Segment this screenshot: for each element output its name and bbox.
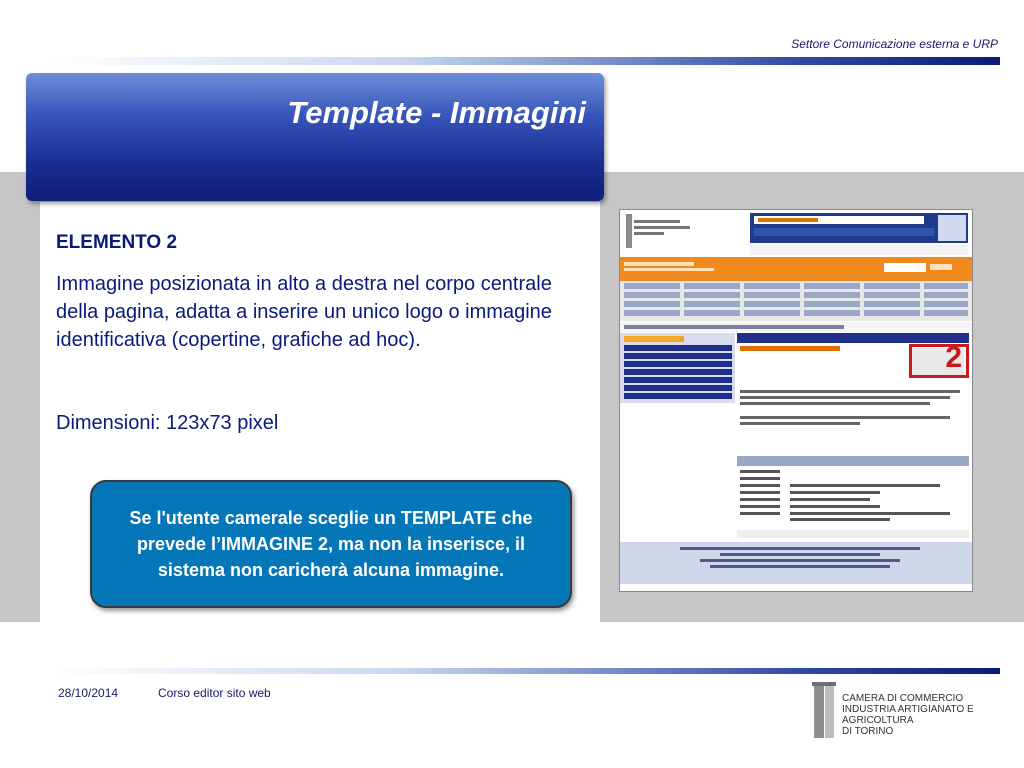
footer-line	[0, 668, 1000, 674]
element-dimensions: Dimensioni: 123x73 pixel	[56, 412, 279, 434]
footer-course: Corso editor sito web	[158, 686, 271, 700]
callout-box	[90, 480, 572, 608]
footer-date: 28/10/2014	[58, 686, 119, 700]
slide-title: Template - Immagini	[287, 95, 586, 130]
logo-line-1: CAMERA DI COMMERCIO	[842, 693, 964, 704]
chamber-logo-text	[842, 693, 1024, 737]
chamber-logo-icon	[812, 682, 838, 740]
logo-line-3: DI TORINO	[842, 726, 894, 737]
website-screenshot	[619, 209, 973, 592]
marker-number: 2	[945, 341, 962, 374]
element-heading: ELEMENTO 2	[56, 232, 178, 253]
header-section-label: Settore Comunicazione esterna e URP	[791, 37, 998, 51]
header-line	[0, 57, 1000, 65]
logo-line-2: INDUSTRIA ARTIGIANATO E AGRICOLTURA	[842, 704, 974, 726]
image-2-marker	[909, 341, 969, 378]
callout-text: Se l'utente camerale sceglie un TEMPLATE che prevede l’IMMAGINE 2, ma non la inserisce, il sistema non caricherà alcuna immagine.	[129, 508, 533, 580]
website-screenshot-graphic	[620, 210, 972, 591]
title-box	[26, 73, 604, 201]
element-description: Immagine posizionata in alto a destra nel corpo centrale della pagina, adatta a inserire un unico logo o immagine identificativa (copertine, grafiche ad hoc).	[56, 273, 552, 351]
